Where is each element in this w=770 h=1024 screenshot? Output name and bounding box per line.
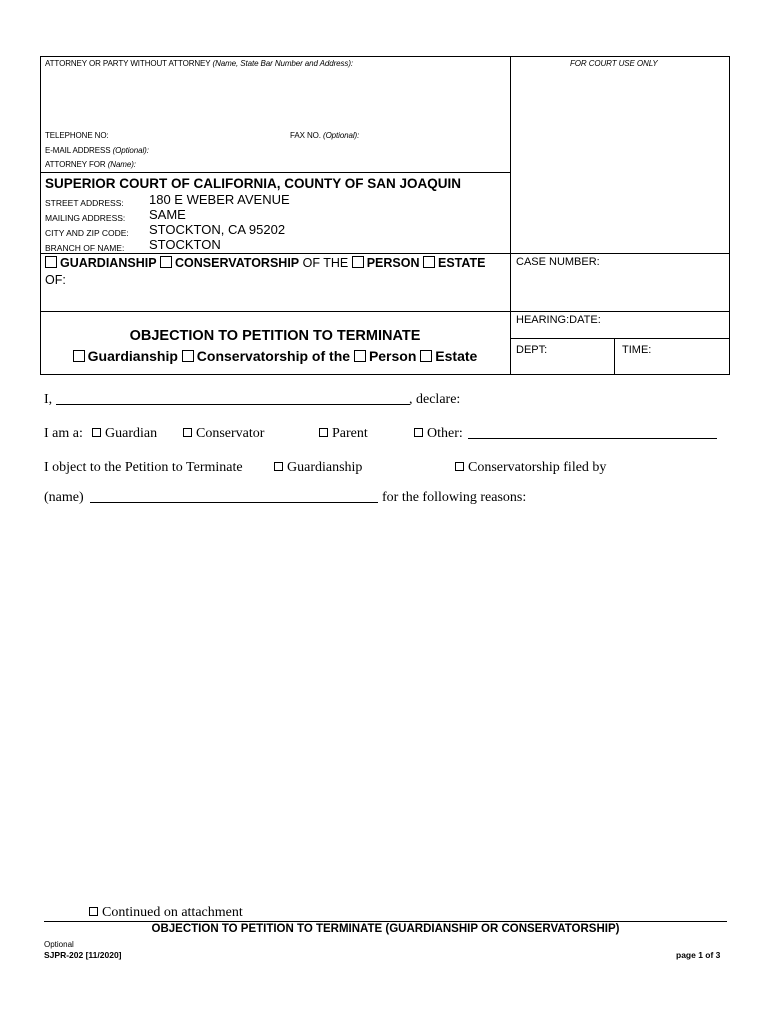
role-other[interactable]: Other: — [414, 426, 463, 442]
form-subtitle: Guardianship Conservatorship of the Person Estate — [40, 348, 510, 364]
object-conservatorship[interactable]: Conservatorship filed by — [455, 460, 606, 476]
footer-optional: Optional — [44, 940, 74, 949]
dept-time-divider — [614, 339, 615, 375]
object-guardianship[interactable]: Guardianship — [274, 460, 362, 476]
person-checkbox[interactable] — [352, 256, 364, 268]
guardian-checkbox[interactable] — [92, 428, 101, 437]
divider-court — [40, 253, 730, 254]
divider-attorney — [40, 172, 510, 173]
filed-by-name-field[interactable] — [90, 502, 378, 503]
conservatorship-checkbox[interactable] — [160, 256, 172, 268]
street-value: 180 E WEBER AVENUE — [149, 192, 290, 207]
role-conservator[interactable]: Conservator — [183, 426, 264, 442]
object-guardianship-checkbox[interactable] — [274, 462, 283, 471]
mailing-label: MAILING ADDRESS: — [45, 213, 126, 223]
fax-label: FAX NO. (Optional): — [290, 131, 360, 140]
footer-page-number: page 1 of 3 — [676, 950, 721, 960]
estate-checkbox[interactable] — [423, 256, 435, 268]
declare-text: , declare: — [409, 392, 461, 407]
attorney-for-label: ATTORNEY FOR (Name): — [45, 160, 136, 169]
email-label: E-MAIL ADDRESS (Optional): — [45, 146, 149, 155]
city-label: CITY AND ZIP CODE: — [45, 228, 129, 238]
title-person-checkbox[interactable] — [354, 350, 366, 362]
role-row: I am a: — [44, 426, 83, 441]
guardianship-checkbox[interactable] — [45, 256, 57, 268]
declarant-name-field[interactable] — [56, 404, 410, 405]
title-conservatorship-checkbox[interactable] — [182, 350, 194, 362]
case-caption: GUARDIANSHIP CONSERVATORSHIP OF THE PERSON ESTATE — [45, 256, 485, 270]
branch-value: STOCKTON — [149, 237, 221, 252]
footer-title: OBJECTION TO PETITION TO TERMINATE (GUARDIANSHIP OR CONSERVATORSHIP) — [151, 923, 620, 935]
hearing-date-label: HEARING:DATE: — [516, 314, 601, 326]
branch-label: BRANCH OF NAME: — [45, 243, 125, 253]
street-label: STREET ADDRESS: — [45, 198, 124, 208]
court-title: SUPERIOR COURT OF CALIFORNIA, COUNTY OF SAN JOAQUIN — [45, 176, 462, 191]
dept-label: DEPT: — [516, 344, 548, 356]
continued-checkbox[interactable] — [89, 907, 98, 916]
of-label: OF: — [45, 273, 66, 287]
attorney-label: ATTORNEY OR PARTY WITHOUT ATTORNEY (Name, State Bar Number and Address): — [45, 59, 354, 68]
form-title: OBJECTION TO PETITION TO TERMINATE — [129, 328, 421, 344]
title-guardianship-checkbox[interactable] — [73, 350, 85, 362]
city-value: STOCKTON, CA 95202 — [149, 222, 286, 237]
telephone-label: TELEPHONE NO: — [45, 131, 109, 140]
reasons-text: for the following reasons: — [382, 490, 527, 505]
divider-dept — [510, 338, 730, 339]
reasons-area[interactable] — [44, 515, 730, 900]
footer-rule — [44, 921, 727, 922]
continued-on-attachment[interactable]: Continued on attachment — [89, 905, 243, 921]
other-checkbox[interactable] — [414, 428, 423, 437]
name-label: (name) — [44, 490, 84, 505]
object-text: I object to the Petition to Terminate — [44, 460, 243, 475]
divider-caption — [40, 311, 730, 312]
case-number-label: CASE NUMBER: — [516, 256, 600, 268]
column-divider — [510, 56, 511, 375]
parent-checkbox[interactable] — [319, 428, 328, 437]
title-estate-checkbox[interactable] — [420, 350, 432, 362]
role-parent[interactable]: Parent — [319, 426, 368, 442]
mailing-value: SAME — [149, 207, 186, 222]
footer-form-id: SJPR-202 [11/2020] — [44, 950, 122, 960]
time-label: TIME: — [622, 344, 652, 356]
other-field[interactable] — [468, 438, 717, 439]
object-conservatorship-checkbox[interactable] — [455, 462, 464, 471]
declarant-row: I, — [44, 392, 53, 407]
role-guardian[interactable]: Guardian — [92, 426, 157, 442]
conservator-checkbox[interactable] — [183, 428, 192, 437]
court-use-label: FOR COURT USE ONLY — [570, 59, 658, 68]
